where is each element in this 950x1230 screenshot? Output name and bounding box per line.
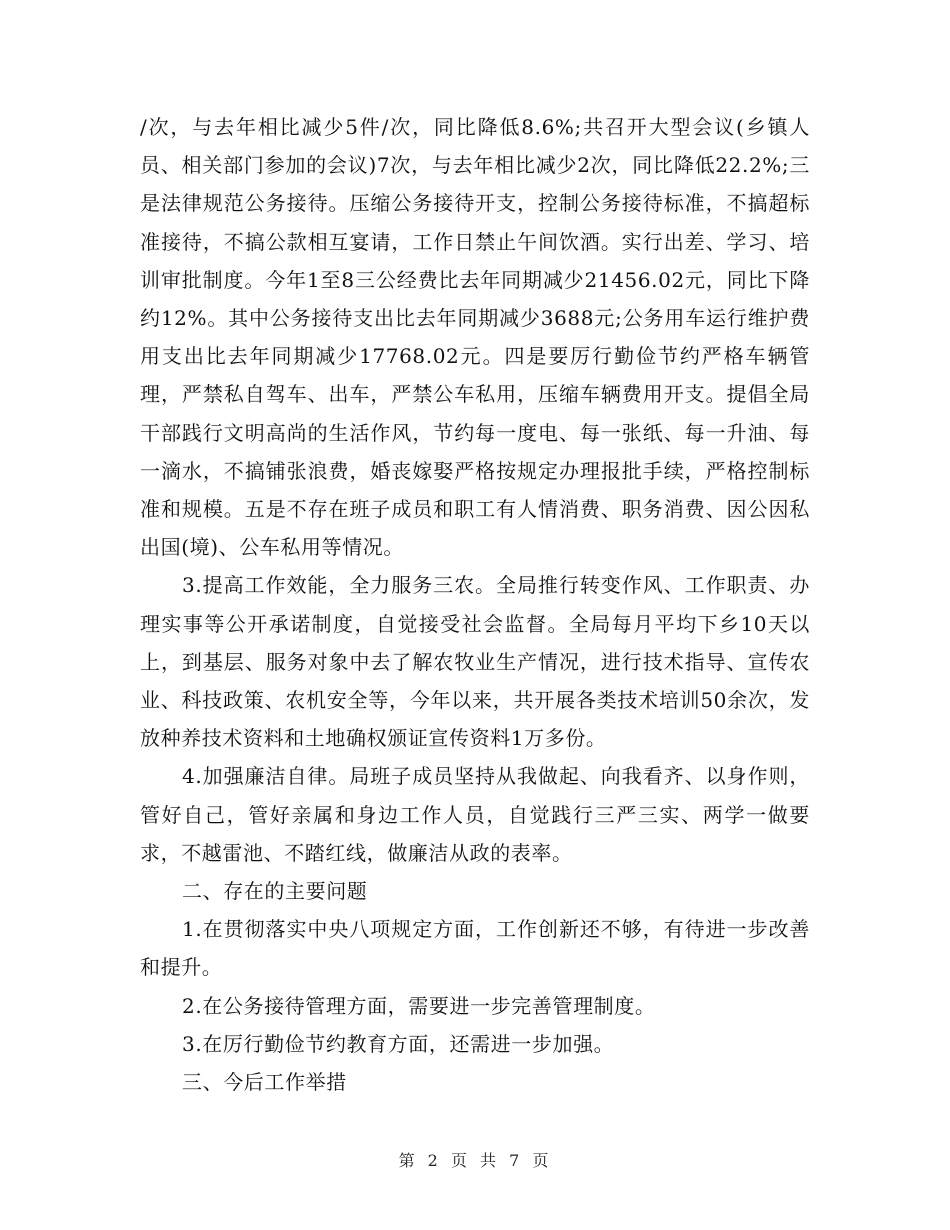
problem-item-2: 2.在公务接待管理方面，需要进一步完善管理制度。 xyxy=(182,993,656,1018)
paragraph-spending-summary: /次，与去年相比减少5件/次，同比降低8.6%;共召开大型会议(乡镇人员、相关部门参加的会议)7次，与去年相比减少2次，同比降低22.2%;三是法律规范公务接待。压缩公务接待开支，控制公务接待标准，不搞超标准接待，不搞公款相互宴请，工作日禁止午间饮酒。实行出差、学习、培训审批制度。今年1至8三公经费比去年同期减少21456.02元，同比下降约12%。其中公务接待支出比去年同期减少3688元;公务用车运行维护费用支出比去年同期减少17768.02元。四是要厉行勤俭节约严格车辆管理，严禁私自驾车、出车，严禁公车私用，压缩车辆费用开支。提倡全局干部践行文明高尚的生活作风，节约每一度电、每一张纸、每一升油、每一滴水，不搞铺张浪费，婚丧嫁娶严格按规定办理报批手续，严格控制标准和规模。五是不存在班子成员和职工有人情消费、职务消费、因公因私出国(境)、公车私用等情况。 xyxy=(140,115,810,560)
paragraph-integrity: 4.加强廉洁自律。局班子成员坚持从我做起、向我看齐、以身作则，管好自己，管好亲属和身边工作人员，自觉践行三严三实、两学一做要求，不越雷池、不踏红线，做廉洁从政的表率。 xyxy=(140,764,810,865)
problem-item-1: 1.在贯彻落实中央八项规定方面，工作创新还不够，有待进一步改善和提升。 xyxy=(140,917,810,980)
section-heading-problems: 二、存在的主要问题 xyxy=(182,879,368,904)
paragraph-work-efficiency: 3.提高工作效能，全力服务三农。全局推行转变作风、工作职责、办理实事等公开承诺制度，自觉接受社会监督。全局每月平均下乡10天以上，到基层、服务对象中去了解农牧业生产情况，进行技术指导、宣传农业、科技政策、农机安全等，今年以来，共开展各类技术培训50余次，发放种养技术资料和土地确权颁证宣传资料1万多份。 xyxy=(140,573,810,751)
document-body xyxy=(140,108,810,1101)
section-heading-measures: 三、今后工作举措 xyxy=(182,1070,347,1095)
problem-item-3: 3.在厉行勤俭节约教育方面，还需进一步加强。 xyxy=(182,1031,615,1056)
page-number-footer: 第 2 页 共 7 页 xyxy=(398,1151,552,1170)
